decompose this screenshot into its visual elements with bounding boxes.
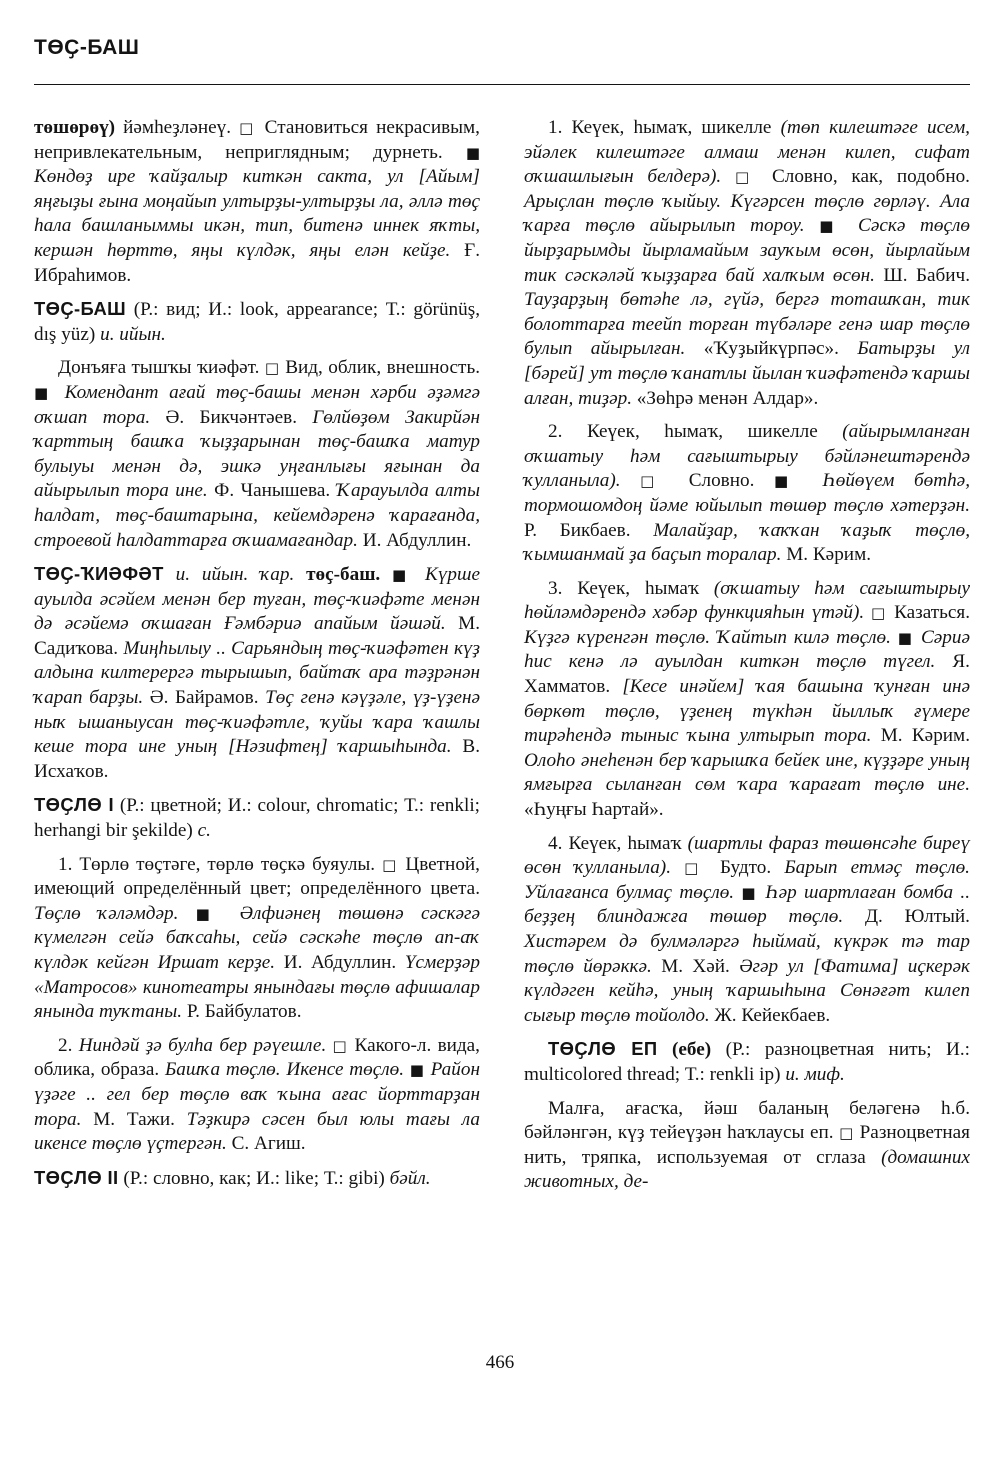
definition-text: Ниндәй ҙә булһа бер рәүешле. [72,1034,333,1056]
equivalents-text: (Р.: словно, как; И.: like; Т.: gibi) [118,1167,390,1189]
translation-text: Разноцветная нить, тряпка, используемая от сглаза [524,1122,970,1168]
example-text: Күҙгә күренгән төҫлө. Ҡайтып килә төҫлө. [524,626,891,648]
example-text: Тәҙкирә сәсен был юлы тағы ла икенсе төҫлө үҫтергән. [34,1108,480,1155]
example-text: Төҫлө ҡәләмдәр. [34,902,179,924]
usage-note: (домашних животных, де- [524,1146,970,1193]
translation-text: Какого-л. вида, облика, образа. [34,1034,480,1081]
sense-paragraph [524,116,970,411]
left-column [34,116,480,1200]
grammar-label: и. ийын. ҡар. [163,564,307,586]
definition-text: Кеүек, һымаҡ, шикелле [562,421,843,443]
citation-author: «Һуңғы Һартай». [524,799,664,821]
translation-text: Вид, облик, внешность. [279,357,480,379]
open-square-icon: □ [620,472,670,491]
example-text: Сәскә төҫлө йырҙарымды йырламайым зауҡым өсөн, йырлайым тик сәскәләй ҡыҙҙарға бай халҡым өсөн. [524,215,970,286]
definition-text: Кеүек, һымаҡ, шикелле [562,117,781,138]
citation-author: М. Садиҡова. [34,613,481,659]
equivalents-text: (Р.: разноцветная нить; И.: multicolored thread; Т.: renkli ip) [524,1039,970,1085]
definition-text: Кеүек, һымаҡ [562,832,688,854]
citation-author: Ж. Кейекбаев. [709,1004,831,1026]
sense-paragraph [34,1034,480,1157]
grammar-label: бәйл. [389,1167,431,1189]
sense-paragraph [34,853,480,1025]
example-text: Олоһо әнеһенән бер ҡарышҡа бейек ине, күҙҙәре уның ямғырға сыланған сөм ҡара ҡарағат төҫлө ине. [524,749,970,796]
definition-text: Кеүек, һымаҡ [562,577,714,599]
entry-tos-bash [34,297,480,347]
usage-note: (айырымланған оҡшатыу һәм сағыштырыу бәйләнештәрендә ҡулланыла). [524,421,970,492]
citation-author: М. Тажи. [81,1108,187,1130]
example-text: Гөлйөҙөм Закирйән ҡарттың башҡа ҡыҙҙарынан төҫ-башҡа матур булыуы менән дә, эшкә уңғанлығы яғынан да айырылып тора ине. [34,406,480,502]
headword: ТӨҪ-ҠИӘФӘТ [34,563,164,585]
entry-continuation [34,116,480,288]
example-text: Сәриә һис кенә лә ауылдан киткән төҫлө түгел. [524,626,970,673]
example-text: Һөйөүем бөтһә, тормошомдоң йәме юйылып төшөр төҫлө хәтерҙән. [524,470,970,516]
citation-author: Я. Хамматов. [524,651,970,698]
filled-square-icon: ■ [734,883,759,902]
entry-tos-kiafat [34,562,480,784]
usage-note: (шартлы фараз төшөнсәһе биреү өсөн ҡулланыла). [524,832,970,879]
translation-text: Словно. [669,470,774,492]
sense-paragraph [524,1097,970,1195]
headword: ТӨҪЛӨ II [34,1166,119,1188]
example-text: Хистәрем дә булмәләргә һыймай, күкрәк тә тар төҫлө йөрәккә. [524,931,970,977]
citation-author: Ф. Чанышева. [207,480,337,502]
translation-text: Цветной, имеющий определённый цвет; определённого цвета. [34,853,480,900]
translation-text: Словно, как, подобно. [758,166,970,188]
citation-author: И. Абдуллин. [357,529,472,551]
example-text: Күрше ауылда әсәйем менән бер туған, төҫ-ҡиәфәте менән дә әсәйемә оҡшаған Ғәмбәриә апайым йәшәй. [34,564,480,635]
open-square-icon: □ [671,859,707,878]
definition-text: Малға, ағасҡа, йәш баланың беләгенә һ.б. бәйләнгән, күҙ тейеүҙән һаҡлаусы еп. [524,1097,970,1144]
equivalents-text: (Р.: вид; И.: look, appearance; Т.: görünüş, dış yüz) [34,299,480,345]
citation-author: В. Исхаҡов. [34,736,480,782]
sense-number: 1. [548,117,563,138]
running-head: ТӨҪ-БАШ [34,36,140,59]
example-text: Көндөҙ ире ҡайҙалыр киткән сакта, ул [Айым] яңғыҙы ғына моңайып ултырҙы-ултырҙы ла, әллә төҫ һала башланыммы икән, тип, битенә иннек яҡты, кершән һөрттө, яңы күлдәк, яңы елән кейҙе. [34,166,480,261]
sense-number: 2. [58,1034,73,1056]
definition-text: Донъяға тышҡы ҡиәфәт. [58,357,265,379]
filled-square-icon: ■ [890,628,915,647]
example-text: Әгәр ул [Фатима] иҫкерәк күлдәген кейһә, уның ҡаршыһына Сөнәғәт килеп сығыр төҫлө тойолдо. [524,955,970,1026]
citation-author: Д. Юлтый. [843,906,970,928]
citation-author: М. Кәрим. [871,725,970,747]
open-square-icon: □ [382,855,399,874]
usage-note: (оҡшатыу һәм сағыштырыу һөйләмдәрендә хәбәр функцияһын үтәй). [524,577,971,624]
example-text: Әлфиәнең төшөнә сәскәгә күмелгән сейә баҡсаһы, сейә сәскәһе төҫлө ап-аҡ күлдәк кейгән Иршат керҙе. [34,902,480,973]
sense-paragraph [34,356,480,553]
filled-square-icon: ■ [804,217,844,236]
headword-variant: (ебе) [657,1039,712,1061]
filled-square-icon: ■ [380,566,414,585]
filled-square-icon: ■ [773,472,803,491]
filled-square-icon: ■ [404,1061,425,1080]
citation-author: Ш. Бабич. [874,264,971,286]
sense-number: 3. [548,577,563,599]
citation-author: М. Кәрим. [781,544,872,566]
definition-text: йәмһеҙләнеү. [115,117,240,138]
entry-toslo-ep [524,1037,970,1087]
header-rule [34,84,970,85]
translation-text: Казаться. [887,602,970,624]
example-text: Ҡарауылда алты һалдат, төҫ-баштарына, кейемдәренә ҡарағанда, строевой һалдаттарға оҡшамағандар. [34,480,480,551]
example-text: Һәр шартлаған бомба .. беҙҙең блиндажға төшөр төҫлө. [524,881,970,928]
entry-toslo-2 [34,1166,480,1192]
headword: ТӨҪЛӨ I [34,794,115,816]
example-text: Барып етмәҫ төҫлө. Уйлағанса булмаҫ төҫлө. [524,857,970,903]
translation-text: Будто. [706,857,785,879]
example-text: Малайҙар, ҡаҡҡан ҡаҙыҡ төҫлө, ҡымшанмай ҙа баҫып торалар. [524,519,970,566]
headword-fragment: төшөрөү) [34,117,116,138]
example-text: Төҫ генә кәүҙәле, үҙ-үҙенә ныҡ ышаныусан төҫ-ҡиәфәтле, ҡуйы ҡара ҡашлы кеше тора ине уның [Нәзифтең] ҡаршыһында. [34,687,480,758]
usage-note: (төп килештәге исем, эйәлек килештәге алмаш менән килеп, сифат оҡшашлығын белдерә). [524,117,970,188]
open-square-icon: □ [332,1036,349,1055]
citation-author: «Ҡуҙыйкүрпәс». [685,338,858,360]
open-square-icon: □ [239,119,257,137]
open-square-icon: □ [721,168,759,187]
grammar-label: с. [197,820,211,842]
citation-author: С. Агиш. [226,1133,306,1155]
citation-author: И. Абдуллин. [275,952,405,973]
example-text: Комендант ағай төҫ-башы менән хәрби әҙәмгә оҡшап тора. [34,381,480,428]
citation-author: Ә. Байрамов. [143,687,266,709]
entry-toslo-1 [34,793,480,843]
example-text: Арыҫлан төҫлө ҡыйыу. Күгәрсен төҫлө гөрләү. Ала ҡарға төҫлө айырылып тороу. [524,190,970,237]
example-text: [Кесе инәйем] ҡая башына ҡунған инә бөркөт төҫлө, үҙенең түкһән йыллыҡ ғүмере тирәһендә тыныс ҡына ултырып тора. [524,676,970,747]
filled-square-icon: ■ [178,904,223,923]
headword: ТӨҪ-БАШ [34,298,127,320]
sense-number: 2. [548,421,563,443]
example-text: Башҡа төҫлө. Икенсе төҫлө. [164,1059,405,1081]
headword: ТӨҪЛӨ ЕП [548,1038,658,1060]
sense-number: 1. [58,853,73,875]
citation-author: Ғ. Ибраһимов. [34,239,481,286]
sense-number: 4. [548,832,563,854]
example-text: Үсмерҙәр «Матросов» кинотеатры янындағы төҫлө афишалар янында туҡтаны. [34,952,480,1023]
definition-text: Төрлө төҫтәге, төрлө төҫкә буяулы. [72,853,383,875]
grammar-label: и. ийын. [100,323,166,345]
translation-text: Становиться некрасивым, непривлекательным, неприглядным; дурнеть. [34,117,480,163]
open-square-icon: □ [864,604,888,623]
right-column [524,116,970,1204]
open-square-icon: □ [264,359,280,378]
page-number: 466 [485,1352,515,1373]
example-text: Тауҙарҙың бөтәһе лә, гүйә, бергә тоташҡан, тик болоттарға теейп торған түбәләре генә шар төҫлө булып айырылған. [524,289,970,360]
sense-paragraph [524,420,970,568]
example-text: Район үҙәге .. гел бер төҫлө ваҡ ҡына ағас йорттарҙан тора. [34,1059,480,1130]
open-square-icon: □ [839,1124,855,1143]
grammar-label: и. миф. [785,1063,845,1085]
filled-square-icon: ■ [34,383,55,402]
sense-paragraph [524,832,970,1029]
example-text: Миңһылыу .. Сарьяндың төҫ-ҡиәфәтен күҙ алдына килтерергә тырышып, байтаҡ ара тәҙрәнән ҡарап барҙы. [34,637,480,709]
sense-paragraph [524,577,970,823]
citation-author: Ә. Бикчәнтәев. [150,406,313,428]
citation-author: Р. Бикбаев. [524,519,654,541]
example-text: Батырҙы ул [бәрей] ут төҫлө ҡанатлы йылан ҡиәфәтендә ҡаршы алған, тиҙәр. [524,338,970,409]
citation-author: «Зөһрә менән Алдар». [632,387,819,409]
citation-author: М. Хәй. [651,955,740,977]
filled-square-icon: ■ [465,143,480,162]
equivalents-text: (Р.: цветной; И.: colour, chromatic; Т.: renkli; herhangi bir şekilde) [34,795,480,842]
citation-author: Р. Байбулатов. [182,1001,302,1023]
cross-reference: төҫ-баш. [306,564,381,586]
